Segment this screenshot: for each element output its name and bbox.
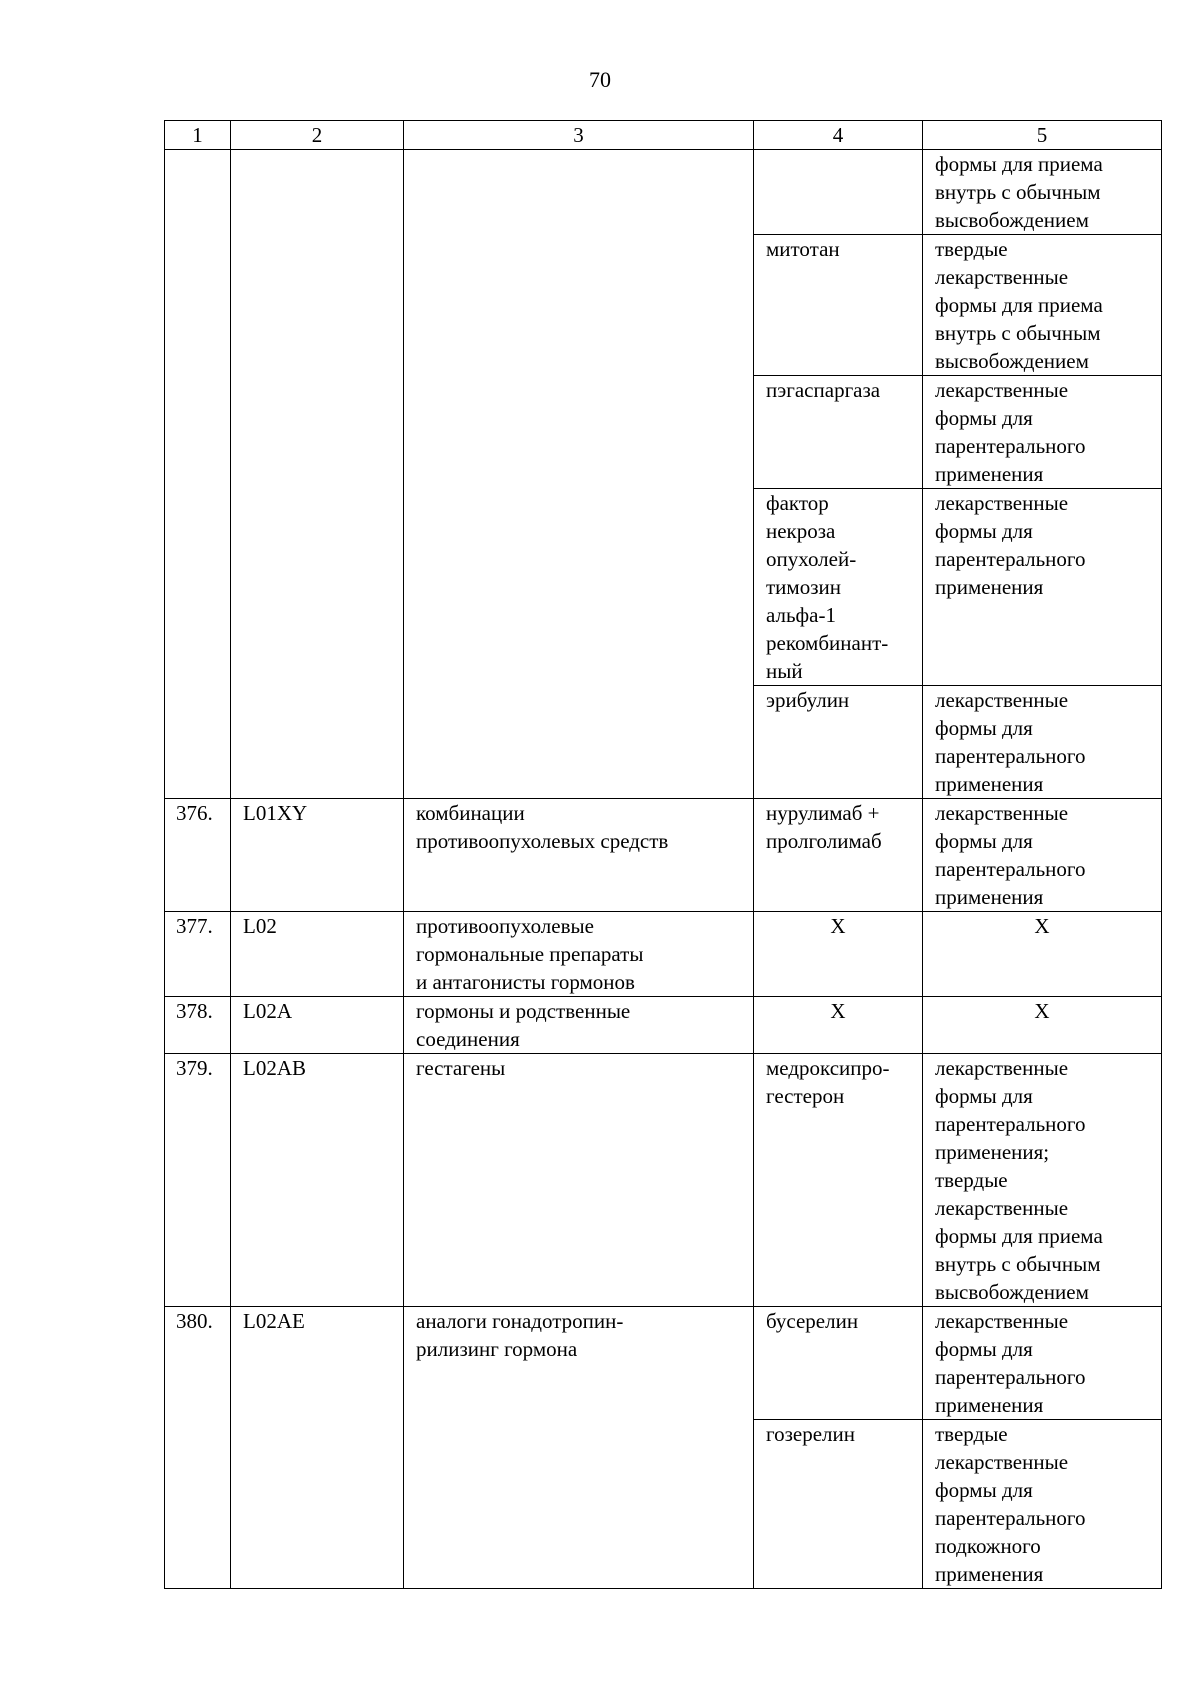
dosage-form-cell: формы для приема внутрь с обычным высвобождением xyxy=(923,150,1162,235)
table-row xyxy=(165,150,1162,235)
row-number-cell xyxy=(165,150,231,799)
group-name-cell: противоопухолевые гормональные препараты и антагонисты гормонов xyxy=(404,912,754,997)
row-number-cell: 379. xyxy=(165,1054,231,1307)
drug-name-cell: Х xyxy=(754,997,923,1054)
atc-code-cell: L02 xyxy=(231,912,404,997)
table-row xyxy=(165,912,1162,997)
group-name-cell: аналоги гонадотропин- рилизинг гормона xyxy=(404,1307,754,1589)
drug-table xyxy=(164,120,1162,1589)
header-col-4: 4 xyxy=(754,121,923,150)
group-name-cell: комбинации противоопухолевых средств xyxy=(404,799,754,912)
drug-name-cell: гозерелин xyxy=(754,1420,923,1589)
atc-code-cell: L02AE xyxy=(231,1307,404,1589)
dosage-form-cell: лекарственные формы для парентерального применения; твердые лекарственные формы для приема внутрь с обычным высвобождением xyxy=(923,1054,1162,1307)
row-number-cell: 377. xyxy=(165,912,231,997)
atc-code-cell xyxy=(231,150,404,799)
dosage-form-cell: лекарственные формы для парентерального применения xyxy=(923,686,1162,799)
table-row xyxy=(165,1307,1162,1420)
dosage-form-cell: лекарственные формы для парентерального применения xyxy=(923,489,1162,686)
drug-name-cell: нурулимаб + пролголимаб xyxy=(754,799,923,912)
dosage-form-cell: твердые лекарственные формы для парентерального подкожного применения xyxy=(923,1420,1162,1589)
header-col-2: 2 xyxy=(231,121,404,150)
row-number-cell: 376. xyxy=(165,799,231,912)
drug-name-cell: пэгаспаргаза xyxy=(754,376,923,489)
drug-name-cell: фактор некроза опухолей- тимозин альфа-1 рекомбинант- ный xyxy=(754,489,923,686)
table-row xyxy=(165,997,1162,1054)
table-row xyxy=(165,799,1162,912)
drug-name-cell: митотан xyxy=(754,235,923,376)
atc-code-cell: L02A xyxy=(231,997,404,1054)
row-number-cell: 378. xyxy=(165,997,231,1054)
atc-code-cell: L01XY xyxy=(231,799,404,912)
row-number-cell: 380. xyxy=(165,1307,231,1589)
table-row xyxy=(165,1054,1162,1307)
drug-name-cell: бусерелин xyxy=(754,1307,923,1420)
header-col-1: 1 xyxy=(165,121,231,150)
dosage-form-cell: Х xyxy=(923,997,1162,1054)
drug-name-cell xyxy=(754,150,923,235)
dosage-form-cell: лекарственные формы для парентерального применения xyxy=(923,1307,1162,1420)
dosage-form-cell: лекарственные формы для парентерального применения xyxy=(923,376,1162,489)
table-header-row xyxy=(165,121,1162,150)
group-name-cell: гормоны и родственные соединения xyxy=(404,997,754,1054)
dosage-form-cell: лекарственные формы для парентерального применения xyxy=(923,799,1162,912)
dosage-form-cell: Х xyxy=(923,912,1162,997)
atc-code-cell: L02AB xyxy=(231,1054,404,1307)
group-name-cell: гестагены xyxy=(404,1054,754,1307)
drug-name-cell: Х xyxy=(754,912,923,997)
header-col-5: 5 xyxy=(923,121,1162,150)
drug-name-cell: эрибулин xyxy=(754,686,923,799)
page-number: 70 xyxy=(589,67,611,92)
drug-name-cell: медроксипро- гестерон xyxy=(754,1054,923,1307)
group-name-cell xyxy=(404,150,754,799)
dosage-form-cell: твердые лекарственные формы для приема внутрь с обычным высвобождением xyxy=(923,235,1162,376)
header-col-3: 3 xyxy=(404,121,754,150)
